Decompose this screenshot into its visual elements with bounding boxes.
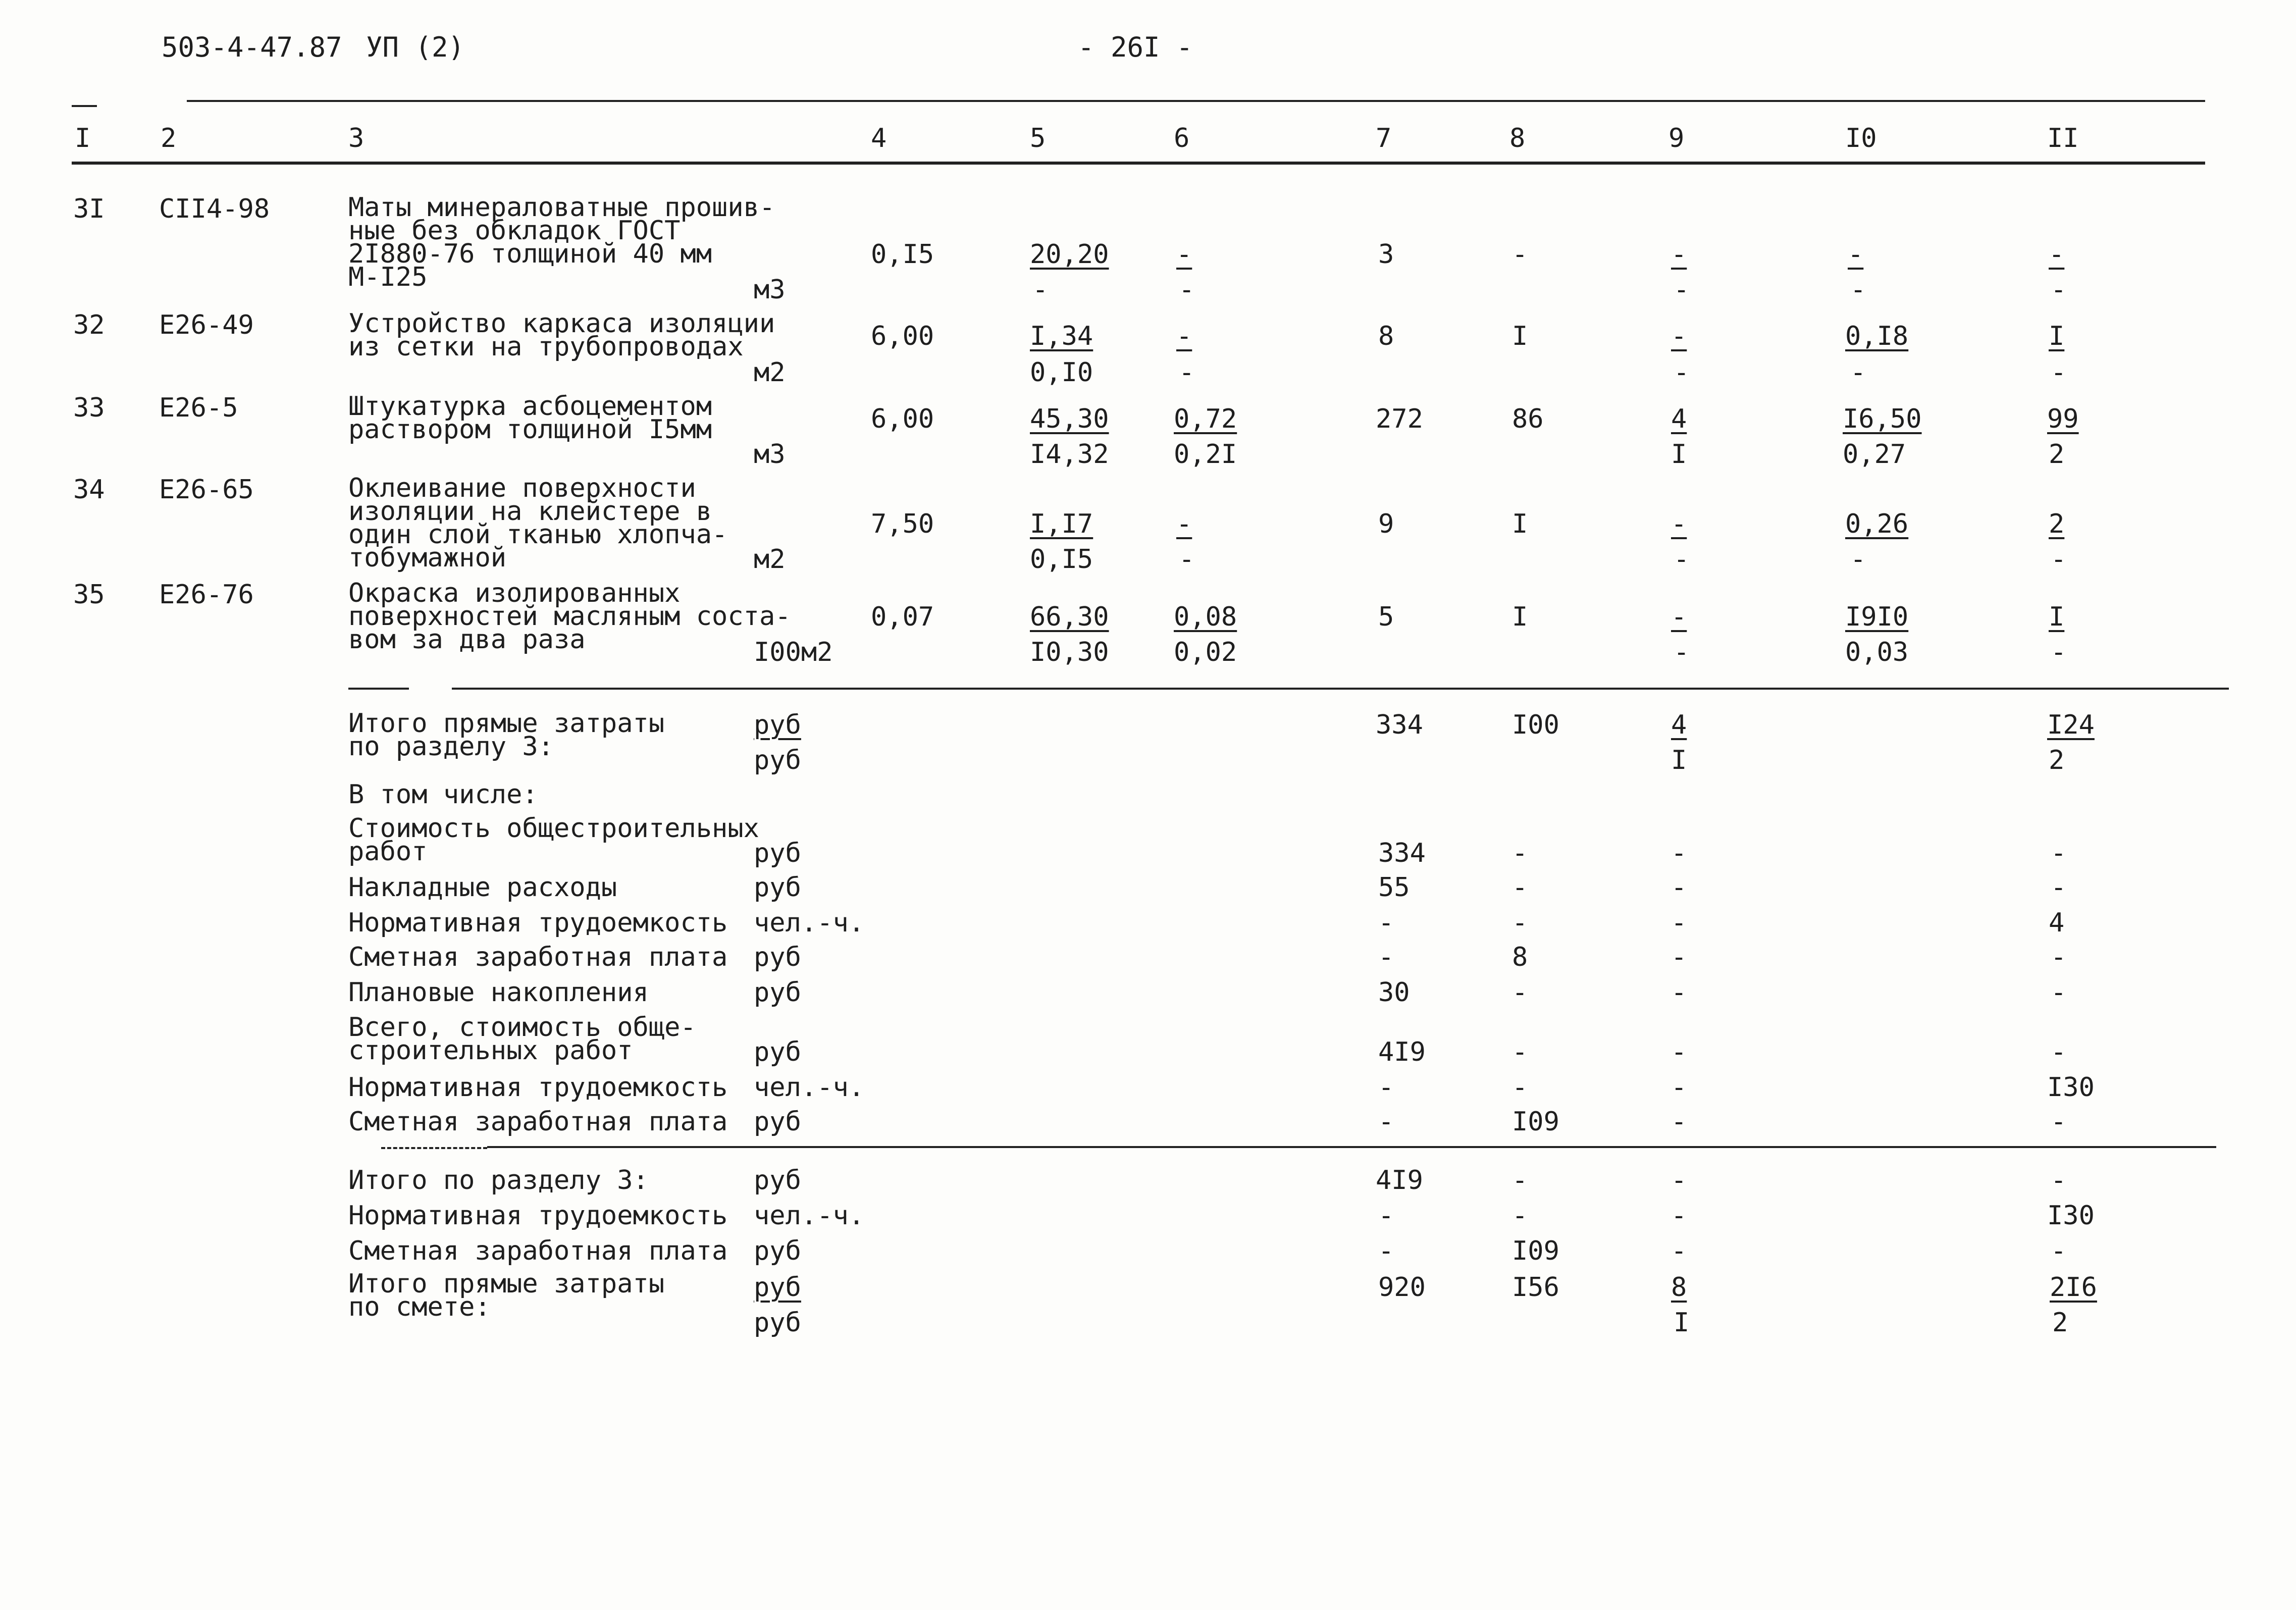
machine-cost-top: 0,08 <box>1174 602 1237 632</box>
machine-cost-top: 0,72 <box>1174 404 1237 434</box>
quantity: 0,07 <box>871 602 934 632</box>
unit: м3 <box>754 275 786 305</box>
machine-cost-bottom: - <box>1179 357 1195 388</box>
col9-top: 8 <box>1671 1272 1687 1303</box>
col9: - <box>1671 908 1687 938</box>
col11: - <box>2051 942 2067 972</box>
col9-top: 4 <box>1671 710 1687 740</box>
unit-cost-top: I,34 <box>1030 321 1093 351</box>
unit-bottom: руб <box>754 745 801 775</box>
machine-cost-bottom: - <box>1179 544 1195 575</box>
col9: - <box>1671 838 1687 868</box>
header-top-rule-short <box>72 105 97 107</box>
machine-cost-bottom: 0,02 <box>1174 637 1237 667</box>
col9-bottom: - <box>1674 637 1690 667</box>
unit: м3 <box>754 439 786 470</box>
col10-top: 0,26 <box>1845 509 1909 539</box>
col9-bottom: - <box>1674 357 1690 388</box>
col11-bottom: - <box>2051 275 2067 305</box>
col9-top: - <box>1671 239 1687 270</box>
col-header-9: 9 <box>1668 123 1685 153</box>
col11-bottom: 2 <box>2049 745 2065 775</box>
total-cost: 4I9 <box>1376 1165 1423 1196</box>
wages: - <box>1512 838 1528 868</box>
col9-bottom: I <box>1671 439 1687 470</box>
unit: I00м2 <box>754 637 833 667</box>
col11-top: 2 <box>2049 509 2065 539</box>
unit: чел.-ч. <box>754 1072 865 1103</box>
wages: - <box>1512 1165 1528 1196</box>
unit: руб <box>754 838 801 868</box>
col11-top: I <box>2049 602 2065 632</box>
work-description: Штукатурка асбоцементом раствором толщиной I5мм <box>348 391 712 445</box>
col11: - <box>2051 977 2067 1008</box>
col-header-6: 6 <box>1174 123 1190 153</box>
total-divider-dashed <box>381 1147 487 1149</box>
col9-top: 4 <box>1671 404 1687 434</box>
work-description: Окраска изолированных поверхностей масляным соста- вом за два раза <box>348 578 791 655</box>
unit-cost-top: 20,20 <box>1030 239 1109 270</box>
wages: I56 <box>1512 1272 1559 1303</box>
col11: - <box>2051 838 2067 868</box>
norm-code: E26-76 <box>159 580 254 610</box>
wages: I00 <box>1512 710 1559 740</box>
row-number: 34 <box>73 475 105 505</box>
quantity: 6,00 <box>871 404 934 434</box>
col11-top: 2I6 <box>2050 1272 2097 1303</box>
norm-code: E26-49 <box>159 310 254 340</box>
quantity: 0,I5 <box>871 239 934 270</box>
wages: I09 <box>1512 1236 1559 1266</box>
col11-bottom: - <box>2051 637 2067 667</box>
wages: - <box>1512 239 1528 270</box>
col10-bottom: 0,03 <box>1845 637 1909 667</box>
norm-code: E26-65 <box>159 475 254 505</box>
col9: - <box>1671 942 1687 972</box>
unit: руб <box>754 1107 801 1137</box>
summary-label: Стоимость общестроительных работ <box>348 813 759 867</box>
col9: - <box>1671 1072 1687 1103</box>
wages: I <box>1512 602 1528 632</box>
total-cost: - <box>1378 908 1394 938</box>
wages: - <box>1512 1201 1528 1231</box>
col11-bottom: - <box>2051 357 2067 388</box>
total-cost: - <box>1378 1107 1394 1137</box>
unit-top: руб <box>754 1272 801 1303</box>
wages: 8 <box>1512 942 1528 972</box>
col-header-2: 2 <box>161 123 177 153</box>
col9-top: - <box>1671 602 1687 632</box>
col11-bottom: 2 <box>2049 439 2065 470</box>
wages: - <box>1512 1072 1528 1103</box>
work-description: Маты минераловатные прошив- ные без обкладок ГОСТ 2I880-76 толщиной 40 мм М-I25 <box>348 192 775 292</box>
wages: - <box>1512 977 1528 1008</box>
col9-top: - <box>1671 509 1687 539</box>
wages: - <box>1512 1037 1528 1067</box>
total-cost: - <box>1378 1072 1394 1103</box>
machine-cost-top: - <box>1176 509 1192 539</box>
summary-label: Итого по разделу 3: <box>348 1165 649 1196</box>
col11: - <box>2051 1165 2067 1196</box>
col-header-3: 3 <box>348 123 364 153</box>
row-number: 35 <box>73 580 105 610</box>
total-cost: - <box>1378 1236 1394 1266</box>
col11-top: I24 <box>2047 710 2095 740</box>
total-cost: - <box>1378 942 1394 972</box>
unit: руб <box>754 1165 801 1196</box>
total-cost: 5 <box>1378 602 1394 632</box>
col11: - <box>2051 1037 2067 1067</box>
header-bottom-rule <box>72 162 2205 165</box>
summary-label: Нормативная трудоемкость <box>348 908 728 938</box>
machine-cost-bottom: - <box>1179 275 1195 305</box>
col9: - <box>1671 1107 1687 1137</box>
summary-label: Накладные расходы <box>348 872 617 903</box>
work-description: Оклеивание поверхности изоляции на клейстере в один слой тканью хлопча- тобумажной <box>348 473 728 573</box>
col9: - <box>1671 977 1687 1008</box>
summary-label: Всего, стоимость обще- строительных работ <box>348 1012 696 1066</box>
unit-cost-bottom: 0,I5 <box>1030 544 1093 575</box>
unit-cost-top: 66,30 <box>1030 602 1109 632</box>
total-cost: 272 <box>1376 404 1423 434</box>
unit: чел.-ч. <box>754 908 865 938</box>
unit-cost-bottom: I4,32 <box>1030 439 1109 470</box>
unit: руб <box>754 1037 801 1067</box>
col9: - <box>1671 1037 1687 1067</box>
col11: I30 <box>2047 1072 2095 1103</box>
col9-bottom: - <box>1674 275 1690 305</box>
header-top-rule <box>187 100 2205 102</box>
unit: руб <box>754 1236 801 1266</box>
machine-cost-bottom: 0,2I <box>1174 439 1237 470</box>
col11: - <box>2051 1236 2067 1266</box>
summary-label: Сметная заработная плата <box>348 1236 728 1266</box>
col-header-1: I <box>75 123 91 153</box>
col9-top: - <box>1671 321 1687 351</box>
total-cost: 334 <box>1376 710 1423 740</box>
unit: руб <box>754 872 801 903</box>
unit: руб <box>754 977 801 1008</box>
unit: м2 <box>754 357 786 388</box>
unit-cost-top: 45,30 <box>1030 404 1109 434</box>
col11-bottom: - <box>2051 544 2067 575</box>
col9-bottom: I <box>1671 745 1687 775</box>
machine-cost-top: - <box>1176 321 1192 351</box>
col-header-4: 4 <box>871 123 887 153</box>
unit-cost-bottom: I0,30 <box>1030 637 1109 667</box>
document-code: 503-4-47.87 <box>162 31 342 63</box>
col-header-7: 7 <box>1376 123 1392 153</box>
work-description: Устройство каркаса изоляции из сетки на трубопроводах <box>348 308 775 362</box>
col10-top: 0,I8 <box>1845 321 1909 351</box>
col11: 4 <box>2049 908 2065 938</box>
total-cost: 30 <box>1378 977 1410 1008</box>
summary-label: Плановые накопления <box>348 977 649 1008</box>
unit-bottom: руб <box>754 1308 801 1338</box>
row-number: 32 <box>73 310 105 340</box>
col11-bottom: 2 <box>2052 1308 2068 1338</box>
quantity: 6,00 <box>871 321 934 351</box>
col9: - <box>1671 1165 1687 1196</box>
col11-top: - <box>2049 239 2065 270</box>
col-header-11: II <box>2047 123 2079 153</box>
col11: - <box>2051 872 2067 903</box>
summary-label: Итого прямые затраты по смете: <box>348 1269 665 1322</box>
machine-cost-top: - <box>1176 239 1192 270</box>
section-divider <box>452 688 2229 690</box>
summary-label: Сметная заработная плата <box>348 1107 728 1137</box>
total-divider <box>487 1146 2216 1148</box>
col9: - <box>1671 1201 1687 1231</box>
col10-top: - <box>1848 239 1864 270</box>
summary-label: Сметная заработная плата <box>348 942 728 972</box>
norm-code: CII4-98 <box>159 194 270 224</box>
summary-label: Нормативная трудоемкость <box>348 1072 728 1103</box>
summary-label: Итого прямые затраты по разделу 3: <box>348 708 665 762</box>
total-cost: 3 <box>1378 239 1394 270</box>
wages: I <box>1512 321 1528 351</box>
total-cost: 9 <box>1378 509 1394 539</box>
unit: руб <box>754 942 801 972</box>
total-cost: - <box>1378 1201 1394 1231</box>
row-number: 3I <box>73 194 105 224</box>
col-header-10: I0 <box>1845 123 1877 153</box>
col11-top: I <box>2049 321 2065 351</box>
wages: - <box>1512 908 1528 938</box>
row-number: 33 <box>73 393 105 423</box>
unit-cost-bottom: - <box>1032 275 1049 305</box>
wages: 86 <box>1512 404 1544 434</box>
col10-top: I9I0 <box>1845 602 1909 632</box>
col9: - <box>1671 1236 1687 1266</box>
quantity: 7,50 <box>871 509 934 539</box>
col-header-5: 5 <box>1030 123 1046 153</box>
wages: I09 <box>1512 1107 1559 1137</box>
total-cost: 334 <box>1378 838 1426 868</box>
including-label: В том числе: <box>348 780 538 810</box>
wages: - <box>1512 872 1528 903</box>
unit-top: руб <box>754 710 801 740</box>
col10-top: I6,50 <box>1843 404 1922 434</box>
total-cost: 55 <box>1378 872 1410 903</box>
col9-bottom: I <box>1674 1308 1690 1338</box>
unit-cost-bottom: 0,I0 <box>1030 357 1093 388</box>
norm-code: E26-5 <box>159 393 238 423</box>
unit-cost-top: I,I7 <box>1030 509 1093 539</box>
col9: - <box>1671 872 1687 903</box>
total-cost: 4I9 <box>1378 1037 1426 1067</box>
wages: I <box>1512 509 1528 539</box>
unit: м2 <box>754 544 786 575</box>
col10-bottom: 0,27 <box>1843 439 1906 470</box>
col9-bottom: - <box>1674 544 1690 575</box>
col11: I30 <box>2047 1201 2095 1231</box>
col11-top: 99 <box>2047 404 2079 434</box>
col10-bottom: - <box>1850 544 1866 575</box>
col10-bottom: - <box>1850 275 1866 305</box>
section-divider-short <box>348 688 409 690</box>
col10-bottom: - <box>1850 357 1866 388</box>
album-number: УП (2) <box>366 31 465 63</box>
unit: чел.-ч. <box>754 1201 865 1231</box>
page-number: - 26I - <box>1078 31 1193 63</box>
total-cost: 920 <box>1378 1272 1426 1303</box>
summary-label: Нормативная трудоемкость <box>348 1201 728 1231</box>
col11: - <box>2051 1107 2067 1137</box>
col-header-8: 8 <box>1509 123 1526 153</box>
total-cost: 8 <box>1378 321 1394 351</box>
